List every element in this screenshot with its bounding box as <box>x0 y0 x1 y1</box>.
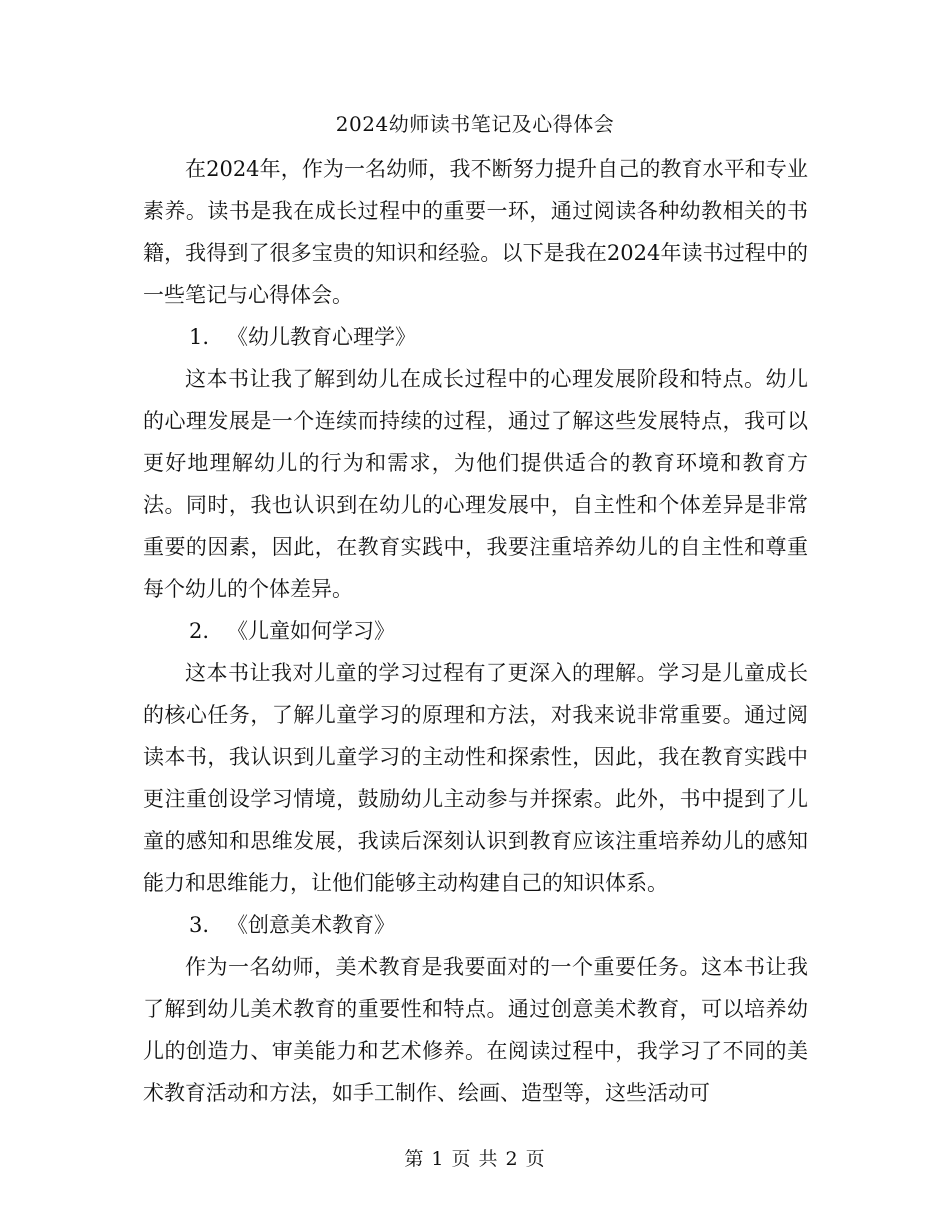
section-title: 《儿童如何学习》 <box>227 619 395 643</box>
intro-paragraph: 在2024年，作为一名幼师，我不断努力提升自己的教育水平和专业素养。读书是我在成长过程中的重要一环，通过阅读各种幼教相关的书籍，我得到了很多宝贵的知识和经验。以下是我在2024年读书过程中的一些笔记与心得体会。 <box>143 157 808 307</box>
section-title: 《幼儿教育心理学》 <box>227 325 416 349</box>
section-number: 2. <box>189 619 210 643</box>
section-heading-2 <box>143 610 808 652</box>
section-number: 3. <box>189 913 210 937</box>
page-number-footer: 第 1 页 共 2 页 <box>404 1148 546 1170</box>
section-paragraph-1: 这本书让我了解到幼儿在成长过程中的心理发展阶段和特点。幼儿的心理发展是一个连续而持续的过程，通过了解这些发展特点，我可以更好地理解幼儿的行为和需求，为他们提供适合的教育环境和教育方法。同时，我也认识到在幼儿的心理发展中，自主性和个体差异是非常重要的因素，因此，在教育实践中，我要注重培养幼儿的自主性和尊重每个幼儿的个体差异。 <box>143 367 808 601</box>
section-paragraph-3: 作为一名幼师，美术教育是我要面对的一个重要任务。这本书让我了解到幼儿美术教育的重要性和特点。通过创意美术教育，可以培养幼儿的创造力、审美能力和艺术修养。在阅读过程中，我学习了不同的美术教育活动和方法，如手工制作、绘画、造型等，这些活动可 <box>143 955 808 1105</box>
document-body <box>143 148 808 1114</box>
section-heading-1 <box>143 316 808 358</box>
document-title: 2024幼师读书笔记及心得体会 <box>335 112 615 136</box>
section-paragraph-2: 这本书让我对儿童的学习过程有了更深入的理解。学习是儿童成长的核心任务，了解儿童学习的原理和方法，对我来说非常重要。通过阅读本书，我认识到儿童学习的主动性和探索性，因此，我在教育实践中更注重创设学习情境，鼓励幼儿主动参与并探索。此外，书中提到了儿童的感知和思维发展，我读后深刻认识到教育应该注重培养幼儿的感知能力和思维能力，让他们能够主动构建自己的知识体系。 <box>143 661 808 895</box>
section-number: 1. <box>189 325 210 349</box>
section-heading-3 <box>143 904 808 946</box>
section-title: 《创意美术教育》 <box>227 913 395 937</box>
